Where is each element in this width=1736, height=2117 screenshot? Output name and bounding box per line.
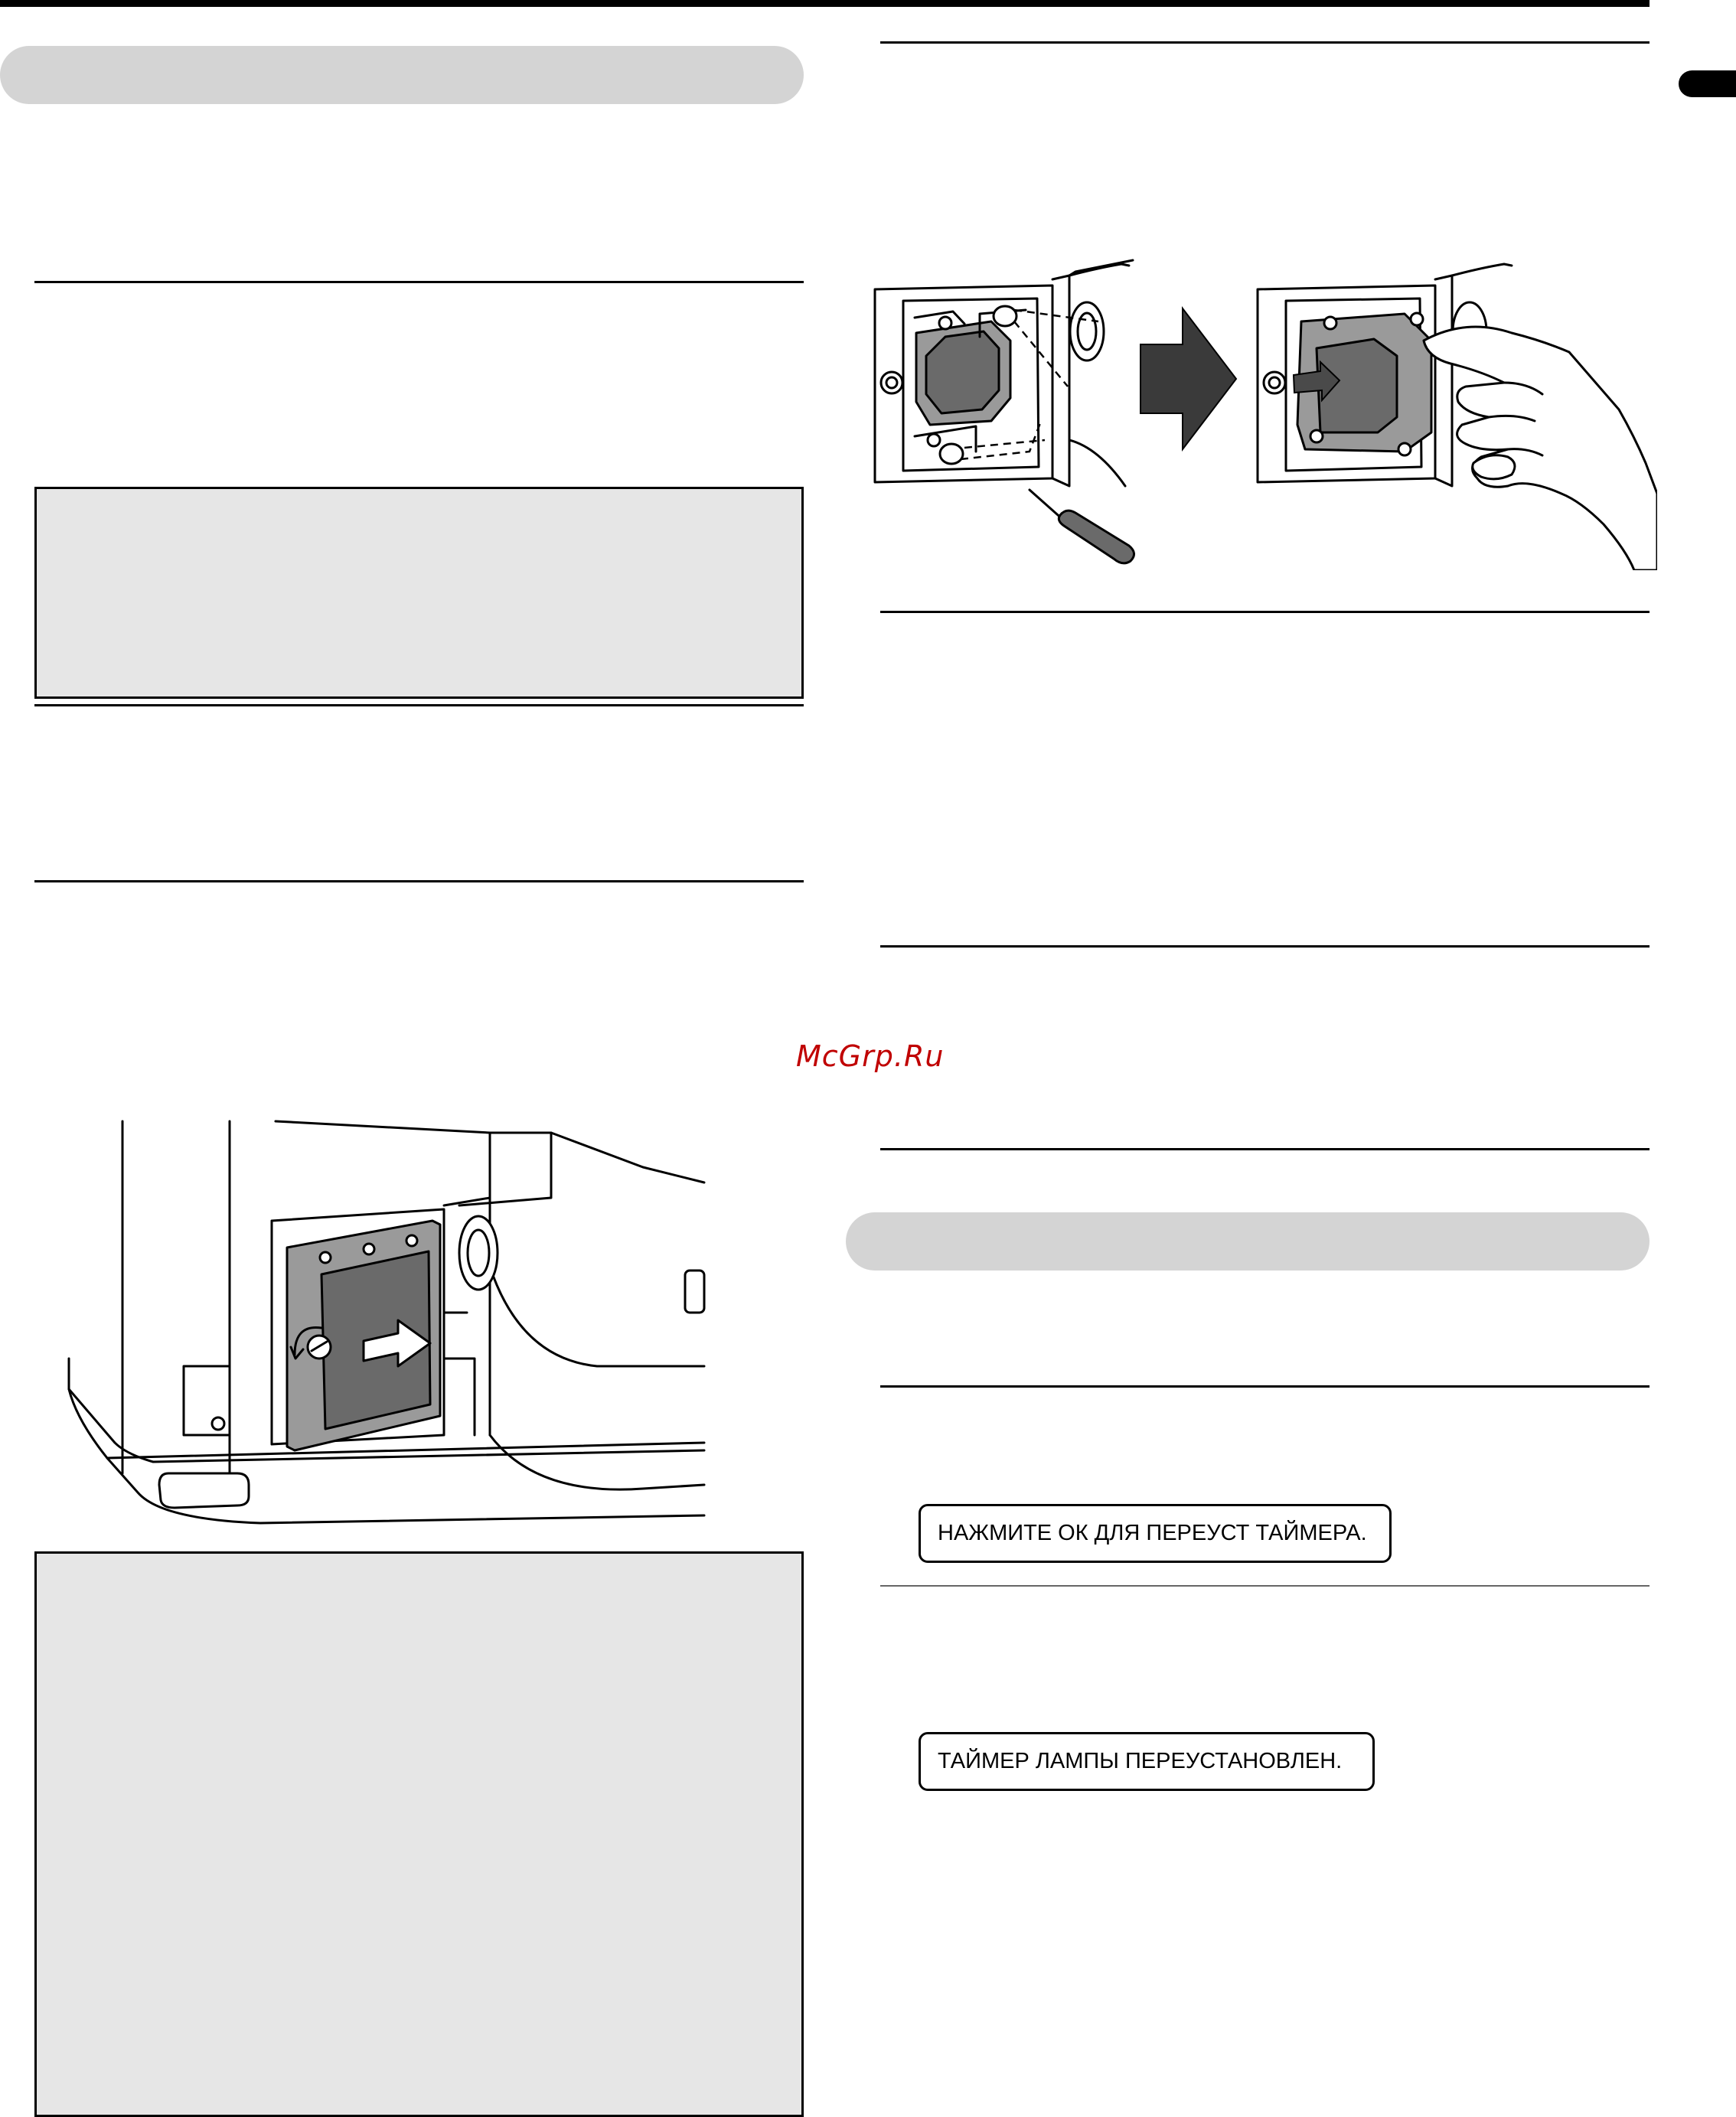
step-divider bbox=[880, 41, 1650, 44]
caution-box bbox=[34, 487, 804, 699]
watermark: McGrp.Ru bbox=[796, 1039, 945, 1073]
section-header-lamp-replacement bbox=[0, 46, 804, 104]
step-divider bbox=[34, 880, 804, 882]
osd-reset-prompt bbox=[919, 1504, 1392, 1563]
lamp-unit-removal-illustration bbox=[869, 249, 1657, 570]
language-tab bbox=[1679, 70, 1736, 97]
step-divider bbox=[880, 611, 1650, 613]
osd-reset-done-text: ТАЙМЕР ЛАМПЫ ПЕРЕУСТАНОВЛЕН. bbox=[938, 1749, 1343, 1773]
step-divider bbox=[880, 945, 1650, 948]
page-top-rule bbox=[0, 0, 1650, 7]
osd-reset-prompt-text: НАЖМИТЕ ОК ДЛЯ ПЕРЕУСТ ТАЙМЕРА. bbox=[938, 1521, 1367, 1545]
lamp-cover-illustration bbox=[61, 1114, 708, 1542]
section-header-lamp-timer-reset bbox=[846, 1212, 1650, 1271]
step-divider bbox=[34, 281, 804, 283]
note-box bbox=[34, 1551, 804, 2117]
osd-reset-done bbox=[919, 1732, 1375, 1791]
step-divider bbox=[880, 1385, 1650, 1388]
step-divider bbox=[880, 1148, 1650, 1150]
step-divider bbox=[34, 704, 804, 706]
step-divider bbox=[880, 1585, 1650, 1587]
